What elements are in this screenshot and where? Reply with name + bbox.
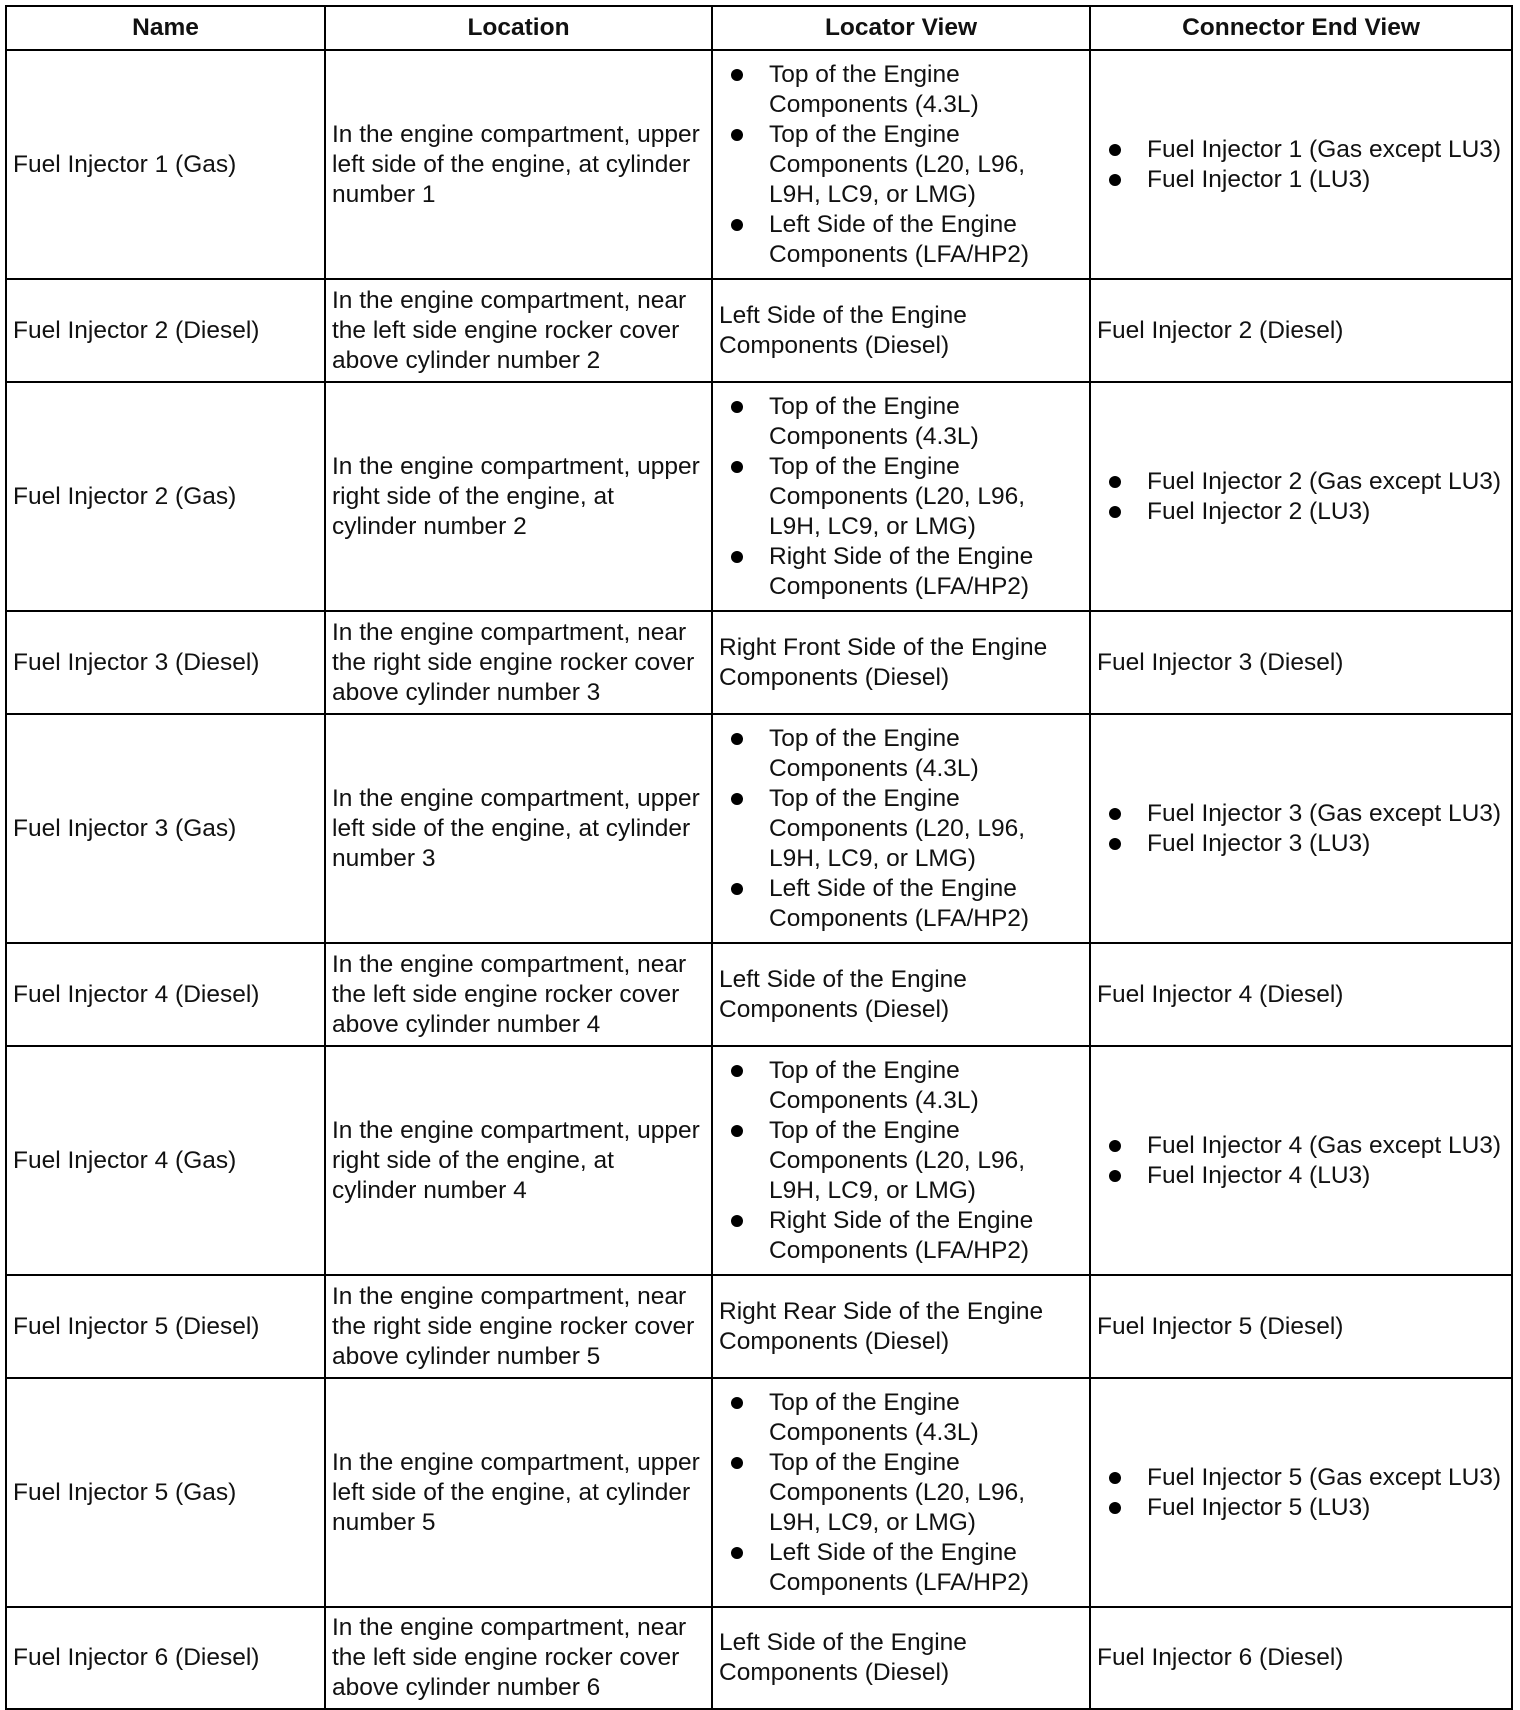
name-text: Fuel Injector 5 (Gas) [13,1478,237,1506]
location-text: In the engine compartment, near the left side engine rocker cover above cylinder number 2 [332,286,687,374]
location-text: In the engine compartment, upper right side of the engine, at cylinder number 2 [332,452,700,540]
name-text: Fuel Injector 4 (Gas) [13,1146,237,1174]
connector-end-view-cell [1090,943,1512,1046]
name-cell [6,382,325,611]
bullet-icon [731,401,743,413]
location-cell [325,50,712,279]
name-cell [6,1275,325,1378]
connector-end-view-text[interactable]: Fuel Injector 4 (Diesel) [1097,980,1344,1008]
bullet-text: Fuel Injector 1 (LU3) [1147,165,1371,193]
locator-view-cell [712,382,1090,611]
locator-view-cell [712,50,1090,279]
connector-end-view-cell [1090,1275,1512,1378]
bullet-text: Fuel Injector 5 (Gas except LU3) [1147,1463,1502,1491]
connector-end-view-cell [1090,1046,1512,1275]
bullet-icon [731,461,743,473]
location-text: In the engine compartment, upper left side of the engine, at cylinder number 5 [332,1448,700,1536]
name-cell [6,279,325,382]
connector-view-link[interactable] [1109,1161,1505,1191]
table-row [6,1378,1512,1607]
name-text: Fuel Injector 5 (Diesel) [13,1312,260,1340]
name-text: Fuel Injector 3 (Diesel) [13,648,260,676]
location-text: In the engine compartment, near the right side engine rocker cover above cylinder number 5 [332,1282,695,1370]
name-cell [6,1046,325,1275]
bullet-icon [1109,1502,1121,1514]
location-cell [325,714,712,943]
connector-end-view-cell [1090,611,1512,714]
bullet-icon [1109,144,1121,156]
bullet-text: Top of the Engine Components (L20, L96, L9H, LC9, or LMG) [769,784,1026,872]
bullet-icon [731,1125,743,1137]
bullet-text: Fuel Injector 2 (LU3) [1147,497,1371,525]
bullet-icon [731,551,743,563]
bullet-icon [1109,1472,1121,1484]
locator-view-link[interactable] [731,1538,1083,1598]
connector-view-link[interactable] [1109,1463,1505,1493]
connector-view-link[interactable] [1109,165,1505,195]
locator-view-link[interactable] [731,452,1083,542]
table-row [6,1607,1512,1709]
locator-view-text[interactable]: Left Side of the Engine Components (Diesel) [719,1629,967,1686]
locator-view-text[interactable]: Right Front Side of the Engine Components (Diesel) [719,633,1048,691]
location-cell [325,611,712,714]
connector-view-list [1097,467,1505,527]
bullet-icon [731,1215,743,1227]
locator-view-cell [712,1275,1090,1378]
bullet-icon [1109,506,1121,518]
name-text: Fuel Injector 1 (Gas) [13,150,237,178]
bullet-icon [731,69,743,81]
bullet-text: Top of the Engine Components (4.3L) [769,1388,979,1446]
connector-end-view-text[interactable]: Fuel Injector 3 (Diesel) [1097,648,1344,676]
location-cell [325,1046,712,1275]
locator-view-cell [712,1607,1090,1709]
header-connector-end-view: Connector End View [1090,6,1512,50]
bullet-text: Left Side of the Engine Components (LFA/HP2) [769,874,1030,932]
connector-end-view-text[interactable]: Fuel Injector 2 (Diesel) [1097,316,1344,344]
location-text: In the engine compartment, upper left side of the engine, at cylinder number 3 [332,784,700,872]
connector-end-view-cell [1090,1607,1512,1709]
location-text: In the engine compartment, upper right side of the engine, at cylinder number 4 [332,1116,700,1204]
name-cell [6,611,325,714]
connector-view-link[interactable] [1109,467,1505,497]
locator-view-text[interactable]: Left Side of the Engine Components (Diesel) [719,301,967,359]
locator-view-link[interactable] [731,1388,1083,1448]
bullet-text: Top of the Engine Components (4.3L) [769,1056,979,1114]
locator-view-cell [712,943,1090,1046]
locator-view-link[interactable] [731,392,1083,452]
name-cell [6,943,325,1046]
table-row [6,382,1512,611]
connector-view-list [1097,1463,1505,1523]
locator-view-cell [712,714,1090,943]
connector-end-view-cell [1090,50,1512,279]
locator-view-link[interactable] [731,542,1083,602]
connector-view-link[interactable] [1109,1493,1505,1523]
bullet-icon [1109,1170,1121,1182]
table-row [6,1275,1512,1378]
table-body [6,50,1512,1709]
locator-view-link[interactable] [731,1056,1083,1116]
bullet-text: Top of the Engine Components (L20, L96, L9H, LC9, or LMG) [769,1448,1026,1536]
locator-view-link[interactable] [731,874,1083,934]
locator-view-list [719,60,1083,270]
name-text: Fuel Injector 2 (Gas) [13,482,237,510]
bullet-icon [731,1457,743,1469]
connector-view-link[interactable] [1109,1131,1505,1161]
locator-view-link[interactable] [731,1116,1083,1206]
bullet-icon [731,1397,743,1409]
header-name: Name [6,6,325,50]
bullet-icon [1109,838,1121,850]
bullet-text: Top of the Engine Components (L20, L96, L9H, LC9, or LMG) [769,452,1026,540]
location-text: In the engine compartment, near the left side engine rocker cover above cylinder number 6 [332,1614,687,1701]
locator-view-text[interactable]: Left Side of the Engine Components (Diesel) [719,965,967,1023]
locator-view-link[interactable] [731,60,1083,120]
locator-view-cell [712,279,1090,382]
connector-view-link[interactable] [1109,829,1505,859]
bullet-text: Fuel Injector 3 (Gas except LU3) [1147,799,1502,827]
header-location: Location [325,6,712,50]
locator-view-cell [712,611,1090,714]
locator-view-link[interactable] [731,784,1083,874]
connector-view-link[interactable] [1109,497,1505,527]
location-text: In the engine compartment, upper left side of the engine, at cylinder number 1 [332,120,700,208]
location-text: In the engine compartment, near the left side engine rocker cover above cylinder number 4 [332,950,687,1038]
bullet-icon [731,793,743,805]
bullet-text: Top of the Engine Components (4.3L) [769,724,979,782]
bullet-text: Left Side of the Engine Components (LFA/HP2) [769,210,1030,268]
table-row [6,50,1512,279]
bullet-icon [731,733,743,745]
connector-end-view-cell [1090,382,1512,611]
locator-view-link[interactable] [731,1206,1083,1266]
name-text: Fuel Injector 4 (Diesel) [13,980,260,1008]
locator-view-link[interactable] [731,210,1083,270]
locator-view-text[interactable]: Right Rear Side of the Engine Components (Diesel) [719,1297,1044,1355]
locator-view-cell [712,1378,1090,1607]
bullet-text: Right Side of the Engine Components (LFA/HP2) [769,1206,1034,1264]
bullet-icon [1109,1140,1121,1152]
locator-view-list [719,724,1083,934]
bullet-icon [1109,174,1121,186]
header-row [6,6,1512,50]
connector-end-view-text[interactable]: Fuel Injector 6 (Diesel) [1097,1644,1344,1671]
connector-end-view-cell [1090,279,1512,382]
location-cell [325,1378,712,1607]
connector-end-view-text[interactable]: Fuel Injector 5 (Diesel) [1097,1312,1344,1340]
locator-view-list [719,1056,1083,1266]
locator-view-cell [712,1046,1090,1275]
bullet-icon [731,129,743,141]
connector-view-list [1097,799,1505,859]
connector-view-link[interactable] [1109,799,1505,829]
locator-view-link[interactable] [731,724,1083,784]
bullet-text: Fuel Injector 5 (LU3) [1147,1493,1371,1521]
bullet-text: Fuel Injector 4 (LU3) [1147,1161,1371,1189]
location-cell [325,943,712,1046]
table-row [6,279,1512,382]
table-row [6,1046,1512,1275]
bullet-text: Fuel Injector 4 (Gas except LU3) [1147,1131,1502,1159]
bullet-icon [731,219,743,231]
bullet-text: Top of the Engine Components (L20, L96, L9H, LC9, or LMG) [769,120,1026,208]
bullet-text: Top of the Engine Components (L20, L96, L9H, LC9, or LMG) [769,1116,1026,1204]
name-cell [6,50,325,279]
location-text: In the engine compartment, near the right side engine rocker cover above cylinder number 3 [332,618,695,706]
bullet-icon [731,1065,743,1077]
bullet-text: Fuel Injector 1 (Gas except LU3) [1147,135,1502,163]
location-cell [325,1607,712,1709]
connector-view-list [1097,135,1505,195]
bullet-icon [731,883,743,895]
locator-view-link[interactable] [731,120,1083,210]
connector-view-list [1097,1131,1505,1191]
bullet-icon [1109,808,1121,820]
location-cell [325,1275,712,1378]
bullet-text: Left Side of the Engine Components (LFA/HP2) [769,1538,1030,1596]
name-text: Fuel Injector 6 (Diesel) [13,1644,260,1671]
bullet-text: Top of the Engine Components (4.3L) [769,60,979,118]
location-cell [325,382,712,611]
bullet-text: Top of the Engine Components (4.3L) [769,392,979,450]
bullet-icon [1109,476,1121,488]
name-text: Fuel Injector 3 (Gas) [13,814,237,842]
connector-end-view-cell [1090,714,1512,943]
table-row [6,714,1512,943]
table-row [6,943,1512,1046]
name-text: Fuel Injector 2 (Diesel) [13,316,260,344]
bullet-icon [731,1547,743,1559]
locator-view-list [719,1388,1083,1598]
bullet-text: Right Side of the Engine Components (LFA/HP2) [769,542,1034,600]
name-cell [6,1607,325,1709]
bullet-text: Fuel Injector 3 (LU3) [1147,829,1371,857]
table-row [6,611,1512,714]
locator-view-list [719,392,1083,602]
location-cell [325,279,712,382]
connector-end-view-cell [1090,1378,1512,1607]
locator-view-link[interactable] [731,1448,1083,1538]
connector-view-link[interactable] [1109,135,1505,165]
header-locator-view: Locator View [712,6,1090,50]
name-cell [6,1378,325,1607]
name-cell [6,714,325,943]
component-locator-table [5,5,1513,1710]
bullet-text: Fuel Injector 2 (Gas except LU3) [1147,467,1502,495]
